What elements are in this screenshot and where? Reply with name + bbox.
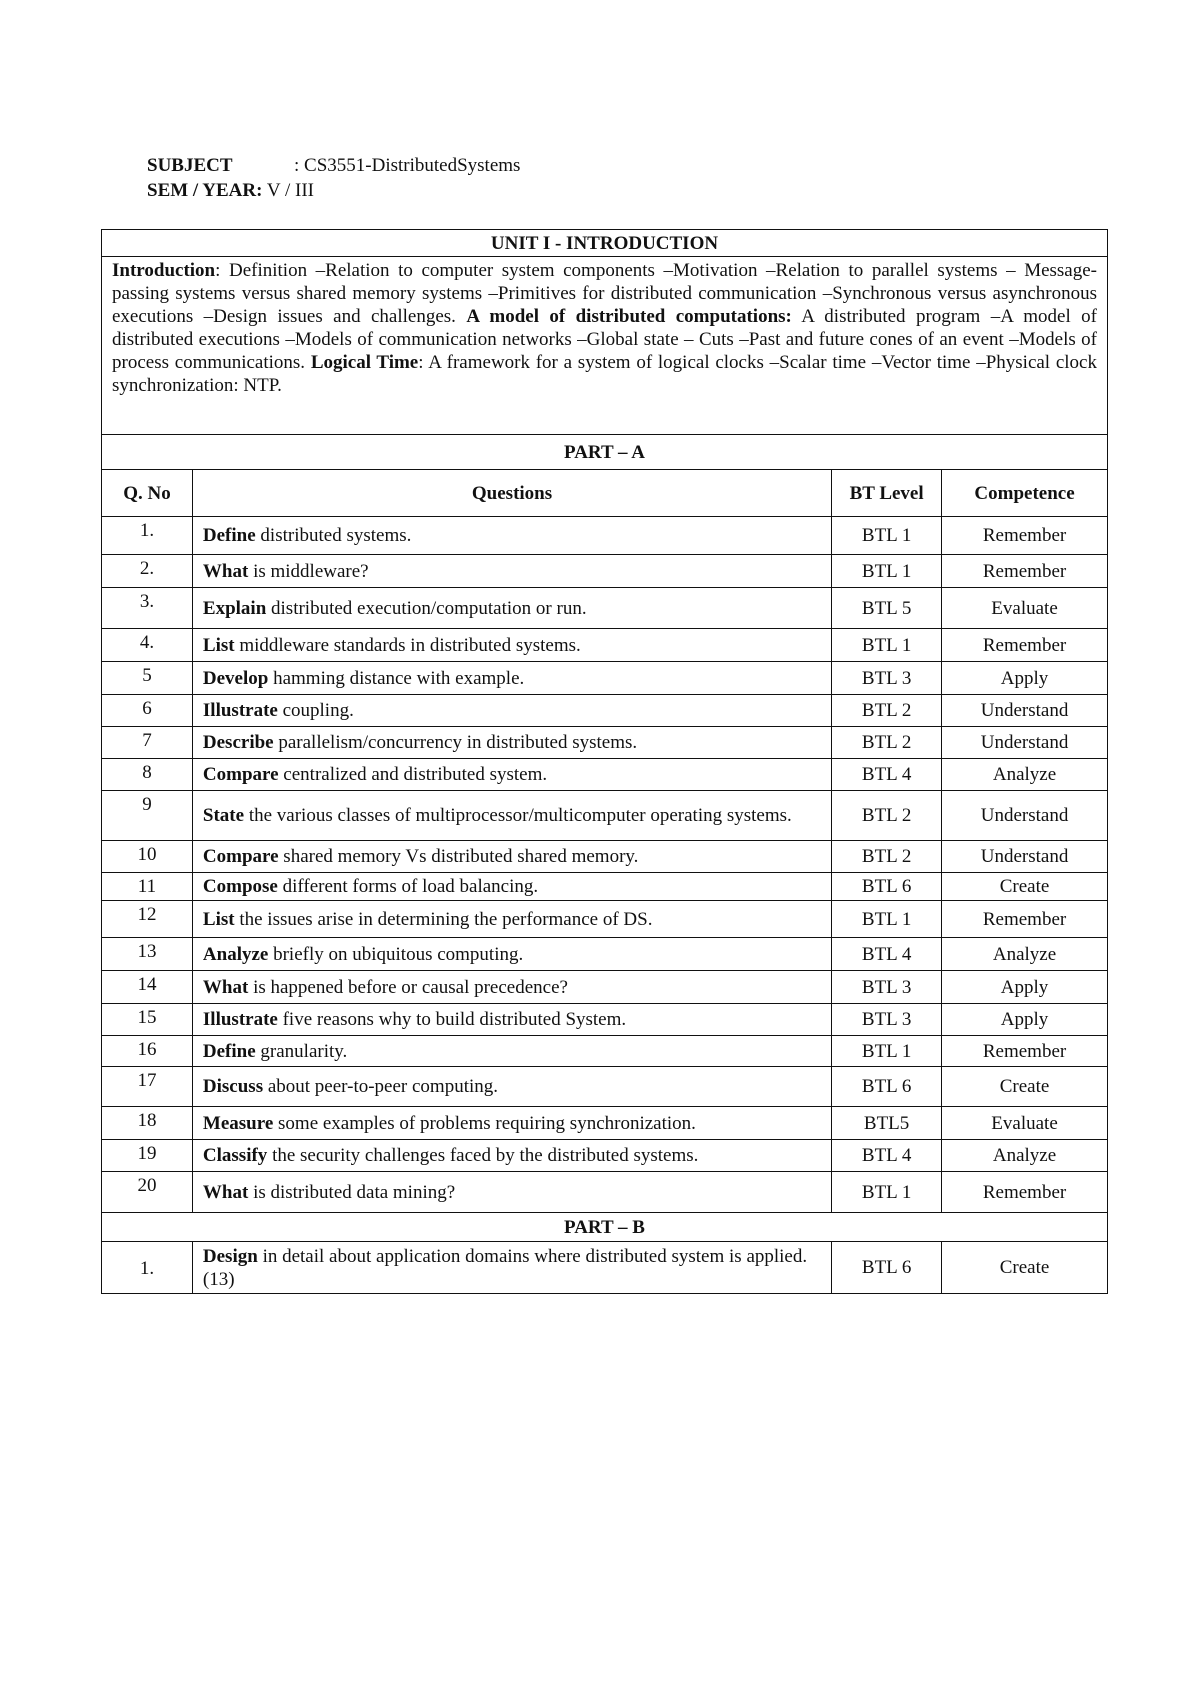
competence: Understand (942, 727, 1108, 759)
question-body: hamming distance with example. (268, 667, 525, 689)
question-verb: Define (202, 525, 256, 546)
question-number: 15 (102, 1004, 193, 1036)
question-verb: List (202, 908, 235, 930)
question-text (192, 588, 831, 629)
question-text (192, 695, 831, 727)
question-number: 7 (102, 727, 193, 759)
bt-level: BTL 1 (832, 629, 942, 662)
unit-syllabus (102, 257, 1108, 435)
competence: Analyze (942, 759, 1108, 791)
competence: Apply (942, 971, 1108, 1004)
question-row (102, 759, 1108, 791)
part-b-title: PART – B (102, 1213, 1108, 1242)
question-body: centralized and distributed system. (278, 764, 548, 785)
syllabus-text: A distributed program –A model of distributed executions –Models of communication networks –Global state – Cuts –Past and future cones of an event –Models of process communications. (112, 306, 1097, 373)
question-verb: Develop (202, 667, 269, 689)
col-header-qno: Q. No (102, 470, 193, 517)
sem-year-line (147, 178, 520, 203)
question-row (102, 841, 1108, 873)
subject-label: SUBJECT (147, 155, 233, 176)
competence: Understand (942, 841, 1108, 873)
question-body: is middleware? (248, 560, 369, 582)
unit-title: UNIT I - INTRODUCTION (102, 230, 1108, 257)
question-number: 4. (102, 629, 193, 662)
question-row (102, 1172, 1108, 1213)
question-text (192, 1036, 831, 1067)
question-verb: Define (202, 1040, 256, 1062)
question-body: parallelism/concurrency in distributed systems. (273, 732, 638, 753)
question-row (102, 1067, 1108, 1107)
question-text (192, 1004, 831, 1036)
question-text (192, 791, 831, 841)
col-header-questions: Questions (192, 470, 831, 517)
part-a-title: PART – A (102, 435, 1108, 470)
sem-year-value: V / III (262, 180, 314, 201)
bt-level: BTL 6 (832, 873, 942, 901)
bt-level: BTL5 (832, 1107, 942, 1140)
question-text (192, 841, 831, 873)
competence: Create (942, 873, 1108, 901)
question-verb: What (202, 1181, 249, 1203)
subject-line (147, 153, 520, 178)
question-number: 16 (102, 1036, 193, 1067)
question-number: 1. (102, 1242, 193, 1294)
question-verb: Measure (202, 1112, 274, 1134)
question-verb: What (202, 976, 249, 998)
question-verb: Illustrate (202, 700, 278, 721)
question-number: 20 (102, 1172, 193, 1213)
question-body: about peer-to-peer computing. (263, 1076, 499, 1097)
question-verb: Classify (202, 1145, 268, 1166)
competence: Create (942, 1242, 1108, 1294)
question-verb: Compose (202, 876, 278, 897)
syllabus-topic-heading: Introduction (112, 260, 216, 281)
question-text (192, 517, 831, 555)
question-number: 3. (102, 588, 193, 629)
bt-level: BTL 1 (832, 901, 942, 938)
bt-level: BTL 2 (832, 841, 942, 873)
question-row (102, 901, 1108, 938)
bt-level: BTL 1 (832, 1036, 942, 1067)
question-row (102, 727, 1108, 759)
question-text (192, 873, 831, 901)
question-verb: Design (202, 1245, 258, 1267)
subject-value: : CS3551-DistributedSystems (294, 155, 521, 176)
question-number: 17 (102, 1067, 193, 1107)
question-body: in detail about application domains where distributed system is applied. (13) (202, 1245, 808, 1290)
question-verb: Analyze (202, 943, 269, 965)
bt-level: BTL 4 (832, 938, 942, 971)
question-row (102, 588, 1108, 629)
question-body: middleware standards in distributed systems. (234, 634, 581, 656)
question-body: distributed execution/computation or run. (266, 597, 587, 619)
question-number: 13 (102, 938, 193, 971)
competence: Remember (942, 517, 1108, 555)
question-verb: Compare (202, 846, 279, 867)
bt-level: BTL 1 (832, 517, 942, 555)
question-row (102, 938, 1108, 971)
question-number: 19 (102, 1140, 193, 1172)
question-number: 18 (102, 1107, 193, 1140)
question-body: is happened before or causal precedence? (248, 976, 568, 998)
competence: Create (942, 1067, 1108, 1107)
syllabus-text: : Definition –Relation to computer system components –Motivation –Relation to parallel systems – Message-passing systems versus shared memory systems –Primitives for distributed communication –Synchronous versus asynchronous executions –Design issues and challenges. (112, 260, 1097, 327)
document-header (147, 153, 520, 203)
question-text (192, 971, 831, 1004)
bt-level: BTL 2 (832, 727, 942, 759)
bt-level: BTL 4 (832, 1140, 942, 1172)
bt-level: BTL 3 (832, 971, 942, 1004)
competence: Remember (942, 555, 1108, 588)
question-verb: What (202, 560, 249, 582)
bt-level: BTL 1 (832, 1172, 942, 1213)
competence: Understand (942, 791, 1108, 841)
question-verb: Discuss (202, 1076, 264, 1097)
question-bank-table (101, 229, 1108, 1294)
bt-level: BTL 2 (832, 791, 942, 841)
col-header-bt-level: BT Level (832, 470, 942, 517)
competence: Evaluate (942, 588, 1108, 629)
competence: Analyze (942, 1140, 1108, 1172)
question-body: the security challenges faced by the distributed systems. (267, 1145, 699, 1166)
competence: Remember (942, 901, 1108, 938)
bt-level: BTL 6 (832, 1242, 942, 1294)
question-number: 11 (102, 873, 193, 901)
question-verb: State (202, 805, 245, 826)
question-verb: Describe (202, 732, 274, 753)
question-text (192, 662, 831, 695)
question-number: 6 (102, 695, 193, 727)
question-number: 2. (102, 555, 193, 588)
question-body: distributed systems. (255, 525, 412, 546)
question-row (102, 1140, 1108, 1172)
question-body: the various classes of multiprocessor/multicomputer operating systems. (244, 805, 792, 826)
question-row (102, 695, 1108, 727)
question-number: 8 (102, 759, 193, 791)
question-text (192, 555, 831, 588)
question-verb: List (202, 634, 235, 656)
question-body: shared memory Vs distributed shared memory. (278, 846, 639, 867)
question-text (192, 759, 831, 791)
question-row (102, 873, 1108, 901)
competence: Remember (942, 629, 1108, 662)
bt-level: BTL 4 (832, 759, 942, 791)
question-verb: Explain (202, 597, 267, 619)
question-row (102, 629, 1108, 662)
bt-level: BTL 3 (832, 662, 942, 695)
bt-level: BTL 6 (832, 1067, 942, 1107)
competence: Apply (942, 1004, 1108, 1036)
syllabus-topic-heading: Logical Time (310, 352, 419, 373)
question-text (192, 938, 831, 971)
bt-level: BTL 3 (832, 1004, 942, 1036)
competence: Remember (942, 1172, 1108, 1213)
question-verb: Illustrate (202, 1009, 278, 1030)
question-text (192, 1067, 831, 1107)
question-body: different forms of load balancing. (277, 876, 539, 897)
competence: Apply (942, 662, 1108, 695)
question-row (102, 971, 1108, 1004)
question-body: coupling. (277, 700, 354, 721)
question-body: five reasons why to build distributed System. (277, 1009, 627, 1030)
bt-level: BTL 1 (832, 555, 942, 588)
question-body: the issues arise in determining the performance of DS. (234, 908, 653, 930)
question-row (102, 1242, 1108, 1294)
competence: Evaluate (942, 1107, 1108, 1140)
question-number: 10 (102, 841, 193, 873)
question-number: 9 (102, 791, 193, 841)
question-number: 12 (102, 901, 193, 938)
col-header-competence: Competence (942, 470, 1108, 517)
question-row (102, 1107, 1108, 1140)
question-row (102, 1004, 1108, 1036)
question-body: is distributed data mining? (248, 1181, 456, 1203)
question-text (192, 1172, 831, 1213)
question-row (102, 555, 1108, 588)
sem-year-label: SEM / YEAR: (147, 180, 263, 201)
question-text (192, 1107, 831, 1140)
competence: Analyze (942, 938, 1108, 971)
question-row (102, 517, 1108, 555)
question-number: 14 (102, 971, 193, 1004)
question-text (192, 901, 831, 938)
question-text (192, 1242, 831, 1294)
syllabus-text: : A framework for a system of logical clocks –Scalar time –Vector time –Physical clock synchronization: NTP. (112, 352, 1097, 396)
syllabus-topic-heading: A model of distributed computations: (466, 306, 792, 327)
question-text (192, 1140, 831, 1172)
question-number: 1. (102, 517, 193, 555)
question-row (102, 791, 1108, 841)
table-header-row (102, 470, 1108, 517)
competence: Remember (942, 1036, 1108, 1067)
bt-level: BTL 2 (832, 695, 942, 727)
question-verb: Compare (202, 764, 279, 785)
question-body: some examples of problems requiring synchronization. (273, 1112, 696, 1134)
question-text (192, 727, 831, 759)
question-number: 5 (102, 662, 193, 695)
question-text (192, 629, 831, 662)
question-body: granularity. (255, 1040, 348, 1062)
question-row (102, 1036, 1108, 1067)
question-body: briefly on ubiquitous computing. (268, 943, 524, 965)
question-row (102, 662, 1108, 695)
competence: Understand (942, 695, 1108, 727)
bt-level: BTL 5 (832, 588, 942, 629)
